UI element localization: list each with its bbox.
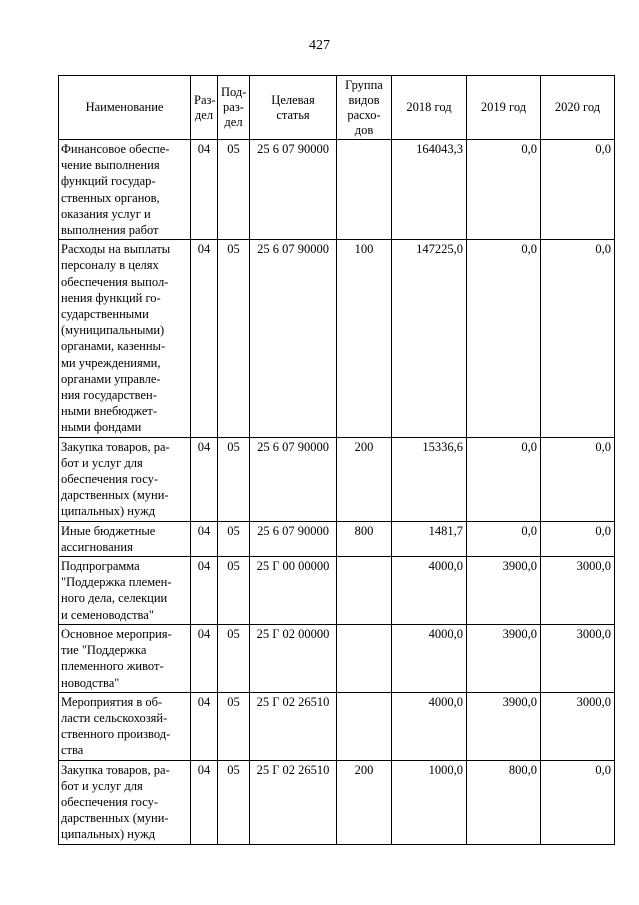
header-2018: 2018 год (392, 76, 467, 140)
cell-2019: 3900,0 (467, 624, 541, 692)
cell-target: 25 6 07 90000 (250, 437, 337, 521)
cell-podrazdel: 05 (218, 521, 250, 556)
cell-group: 200 (337, 760, 392, 844)
cell-2020: 3000,0 (541, 557, 615, 625)
cell-target: 25 Г 02 26510 (250, 692, 337, 760)
cell-target: 25 Г 00 00000 (250, 557, 337, 625)
table-row (59, 140, 615, 240)
cell-2019: 3900,0 (467, 557, 541, 625)
cell-group: 200 (337, 437, 392, 521)
cell-name: Финансовое обеспе- чение выполнения функций государ- ственных органов, оказания услуг и выполнения работ (59, 140, 191, 240)
cell-name: Подпрограмма "Поддержка племен- ного дела, селекции и семеноводства" (59, 557, 191, 625)
cell-2018: 4000,0 (392, 624, 467, 692)
cell-target: 25 Г 02 00000 (250, 624, 337, 692)
cell-razdel: 04 (191, 692, 218, 760)
header-target: Целевая статья (250, 76, 337, 140)
cell-2019: 0,0 (467, 140, 541, 240)
cell-razdel: 04 (191, 521, 218, 556)
table-row (59, 760, 615, 844)
cell-2020: 0,0 (541, 760, 615, 844)
table-row (59, 692, 615, 760)
cell-2020: 3000,0 (541, 624, 615, 692)
cell-razdel: 04 (191, 624, 218, 692)
cell-2018: 164043,3 (392, 140, 467, 240)
cell-group: 100 (337, 240, 392, 437)
cell-group: 800 (337, 521, 392, 556)
cell-podrazdel: 05 (218, 140, 250, 240)
page-number: 427 (309, 38, 330, 53)
cell-name: Закупка товаров, ра- бот и услуг для обеспечения госу- дарственных (муни- ципальных) нужд (59, 760, 191, 844)
cell-2018: 1000,0 (392, 760, 467, 844)
cell-name: Мероприятия в об- ласти сельскохозяй- ственного производ- ства (59, 692, 191, 760)
table-row (59, 521, 615, 556)
cell-2020: 0,0 (541, 140, 615, 240)
cell-name: Иные бюджетные ассигнования (59, 521, 191, 556)
cell-podrazdel: 05 (218, 240, 250, 437)
cell-podrazdel: 05 (218, 760, 250, 844)
cell-2019: 0,0 (467, 240, 541, 437)
budget-table (58, 75, 615, 845)
cell-group (337, 624, 392, 692)
cell-target: 25 Г 02 26510 (250, 760, 337, 844)
header-podrazdel: Под- раз- дел (218, 76, 250, 140)
cell-group (337, 692, 392, 760)
cell-name: Расходы на выплаты персоналу в целях обеспечения выпол- нения функций го- сударственными (муниципальными) органами, казенны- ми учреждениями, органами управле- ния государствен- ными внебюджет- ными фондами (59, 240, 191, 437)
table-row (59, 240, 615, 437)
cell-razdel: 04 (191, 760, 218, 844)
table-row (59, 437, 615, 521)
cell-podrazdel: 05 (218, 624, 250, 692)
cell-2020: 3000,0 (541, 692, 615, 760)
cell-podrazdel: 05 (218, 437, 250, 521)
cell-razdel: 04 (191, 240, 218, 437)
cell-2020: 0,0 (541, 437, 615, 521)
header-razdel: Раз- дел (191, 76, 218, 140)
cell-group (337, 140, 392, 240)
cell-target: 25 6 07 90000 (250, 521, 337, 556)
table-row (59, 624, 615, 692)
header-group: Группа видов расхо- дов (337, 76, 392, 140)
cell-2018: 1481,7 (392, 521, 467, 556)
cell-2019: 800,0 (467, 760, 541, 844)
header-2020: 2020 год (541, 76, 615, 140)
cell-2019: 0,0 (467, 437, 541, 521)
table-row (59, 557, 615, 625)
header-name: Наименование (59, 76, 191, 140)
cell-2018: 15336,6 (392, 437, 467, 521)
cell-2020: 0,0 (541, 240, 615, 437)
cell-name: Закупка товаров, ра- бот и услуг для обеспечения госу- дарственных (муни- ципальных) нужд (59, 437, 191, 521)
cell-razdel: 04 (191, 557, 218, 625)
cell-target: 25 6 07 90000 (250, 240, 337, 437)
cell-2018: 4000,0 (392, 557, 467, 625)
cell-name: Основное мероприя- тие "Поддержка племенного живот- новодства" (59, 624, 191, 692)
cell-razdel: 04 (191, 437, 218, 521)
cell-2018: 147225,0 (392, 240, 467, 437)
cell-2019: 3900,0 (467, 692, 541, 760)
header-2019: 2019 год (467, 76, 541, 140)
cell-2019: 0,0 (467, 521, 541, 556)
cell-group (337, 557, 392, 625)
cell-podrazdel: 05 (218, 557, 250, 625)
cell-podrazdel: 05 (218, 692, 250, 760)
cell-2020: 0,0 (541, 521, 615, 556)
cell-2018: 4000,0 (392, 692, 467, 760)
cell-target: 25 6 07 90000 (250, 140, 337, 240)
header-row (59, 76, 615, 140)
cell-razdel: 04 (191, 140, 218, 240)
